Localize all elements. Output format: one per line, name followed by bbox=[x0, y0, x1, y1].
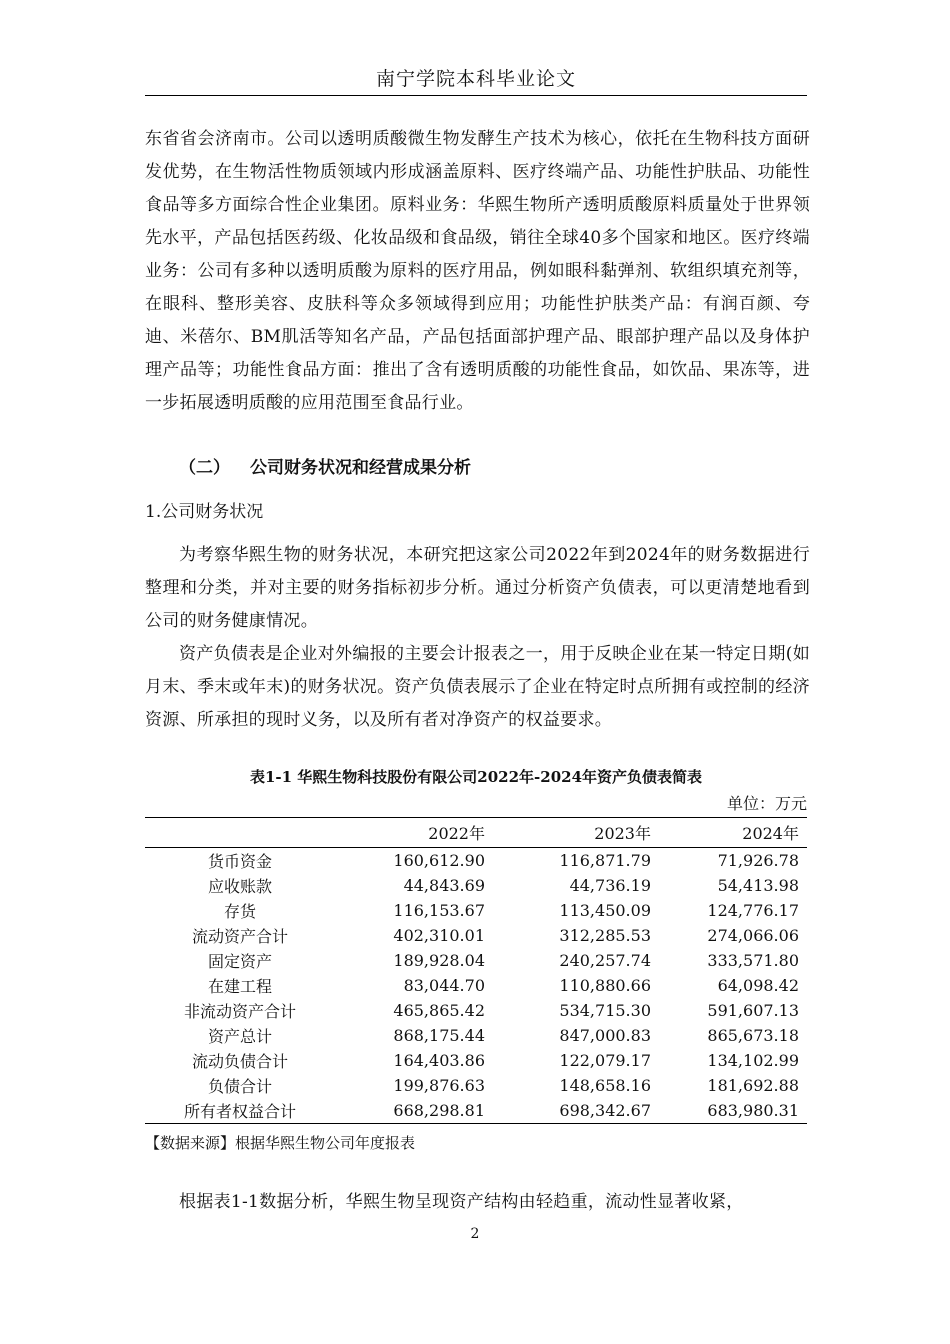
row-label: 存货 bbox=[223, 902, 256, 921]
row-label: 资产总计 bbox=[207, 1027, 272, 1046]
value-2023: 534,715.30 bbox=[559, 1001, 651, 1020]
value-2024: 134,102.99 bbox=[707, 1051, 799, 1070]
table-row bbox=[145, 973, 807, 998]
table-row bbox=[145, 848, 807, 874]
row-label: 固定资产 bbox=[207, 952, 272, 971]
value-2024: 64,098.42 bbox=[717, 976, 799, 995]
balance-sheet-table bbox=[145, 817, 807, 1124]
value-2023: 110,880.66 bbox=[559, 976, 651, 995]
header-cell-2023: 2023年 bbox=[594, 824, 651, 843]
table-row bbox=[145, 1023, 807, 1048]
row-label: 应收账款 bbox=[207, 877, 272, 896]
value-2022: 402,310.01 bbox=[393, 926, 485, 945]
value-2024: 71,926.78 bbox=[717, 851, 799, 870]
value-2024: 865,673.18 bbox=[707, 1026, 799, 1045]
header-cell-item bbox=[145, 818, 335, 848]
section-number: （二） bbox=[179, 458, 230, 478]
value-2022: 83,044.70 bbox=[403, 976, 485, 995]
table-row bbox=[145, 998, 807, 1023]
table-unit: 单位：万元 bbox=[726, 794, 807, 813]
row-label: 所有者权益合计 bbox=[183, 1102, 296, 1121]
value-2022: 160,612.90 bbox=[393, 851, 485, 870]
row-label: 负债合计 bbox=[207, 1077, 272, 1096]
table-row bbox=[145, 873, 807, 898]
value-2024: 591,607.13 bbox=[707, 1001, 799, 1020]
table-caption: 表1-1 华熙生物科技股份有限公司2022年-2024年资产负债表简表 bbox=[249, 768, 703, 786]
table-row bbox=[145, 923, 807, 948]
value-2023: 240,257.74 bbox=[559, 951, 651, 970]
body-paragraph-1: 为考察华熙生物的财务状况，本研究把这家公司2022年到2024年的财务数据进行整理和分类，并对主要的财务指标初步分析。通过分析资产负债表，可以更清楚地看到公司的财务健康情况。 bbox=[145, 545, 810, 631]
section-title: 公司财务状况和经营成果分析 bbox=[250, 458, 471, 478]
page-number: 2 bbox=[470, 1226, 480, 1242]
value-2024: 181,692.88 bbox=[707, 1076, 799, 1095]
row-label: 流动负债合计 bbox=[191, 1052, 288, 1071]
value-2022: 465,865.42 bbox=[393, 1001, 485, 1020]
value-2024: 683,980.31 bbox=[707, 1101, 799, 1120]
closing-paragraph: 根据表1-1数据分析，华熙生物呈现资产结构由轻趋重，流动性显著收紧， bbox=[179, 1192, 744, 1212]
value-2024: 333,571.80 bbox=[707, 951, 799, 970]
value-2022: 199,876.63 bbox=[393, 1076, 485, 1095]
value-2023: 116,871.79 bbox=[559, 851, 651, 870]
subsection-heading: 1.公司财务状况 bbox=[145, 502, 264, 522]
value-2023: 847,000.83 bbox=[559, 1026, 651, 1045]
row-label: 流动资产合计 bbox=[191, 927, 288, 946]
body-paragraph-2: 资产负债表是企业对外编报的主要会计报表之一，用于反映企业在某一特定日期(如月末、季末或年末)的财务状况。资产负债表展示了企业在特定时点所拥有或控制的经济资源、所承担的现时义务，以及所有者对净资产的权益要求。 bbox=[145, 644, 810, 730]
value-2024: 124,776.17 bbox=[707, 901, 799, 920]
header-rule bbox=[145, 95, 807, 96]
value-2023: 44,736.19 bbox=[569, 876, 651, 895]
section-heading bbox=[145, 452, 810, 485]
value-2023: 122,079.17 bbox=[559, 1051, 651, 1070]
value-2024: 54,413.98 bbox=[717, 876, 799, 895]
running-header: 南宁学院本科毕业论文 bbox=[375, 68, 576, 90]
value-2022: 116,153.67 bbox=[393, 901, 485, 920]
value-2023: 148,658.16 bbox=[559, 1076, 651, 1095]
value-2024: 274,066.06 bbox=[707, 926, 799, 945]
value-2023: 113,450.09 bbox=[559, 901, 651, 920]
value-2022: 868,175.44 bbox=[393, 1026, 485, 1045]
table-row bbox=[145, 1098, 807, 1124]
table-row bbox=[145, 1073, 807, 1098]
row-label: 在建工程 bbox=[207, 977, 272, 996]
header-cell-2024: 2024年 bbox=[742, 824, 799, 843]
table-source-note: 【数据来源】根据华熙生物公司年度报表 bbox=[145, 1134, 416, 1152]
value-2022: 189,928.04 bbox=[393, 951, 485, 970]
row-label: 货币资金 bbox=[207, 852, 272, 871]
table-row bbox=[145, 948, 807, 973]
value-2023: 312,285.53 bbox=[559, 926, 651, 945]
row-label: 非流动资产合计 bbox=[183, 1002, 296, 1021]
table-row bbox=[145, 1048, 807, 1073]
table-header-row bbox=[145, 818, 807, 848]
value-2022: 668,298.81 bbox=[393, 1101, 485, 1120]
value-2022: 164,403.86 bbox=[393, 1051, 485, 1070]
value-2022: 44,843.69 bbox=[403, 876, 485, 895]
value-2023: 698,342.67 bbox=[559, 1101, 651, 1120]
header-cell-2022: 2022年 bbox=[428, 824, 485, 843]
intro-paragraph: 东省省会济南市。公司以透明质酸微生物发酵生产技术为核心，依托在生物科技方面研发优势，在生物活性物质领域内形成涵盖原料、医疗终端产品、功能性护肤品、功能性食品等多方面综合性企业集团。原料业务：华熙生物所产透明质酸原料质量处于世界领先水平，产品包括医药级、化妆品级和食品级，销往全球40多个国家和地区。医疗终端业务：公司有多种以透明质酸为原料的医疗用品，例如眼科黏弹剂、软组织填充剂等，在眼科、整形美容、皮肤科等众多领域得到应用；功能性护肤类产品：有润百颜、夸迪、米蓓尔、BM肌活等知名产品，产品包括面部护理产品、眼部护理产品以及身体护理产品等；功能性食品方面：推出了含有透明质酸的功能性食品，如饮品、果冻等，进一步拓展透明质酸的应用范围至食品行业。 bbox=[145, 129, 810, 413]
table-row bbox=[145, 898, 807, 923]
